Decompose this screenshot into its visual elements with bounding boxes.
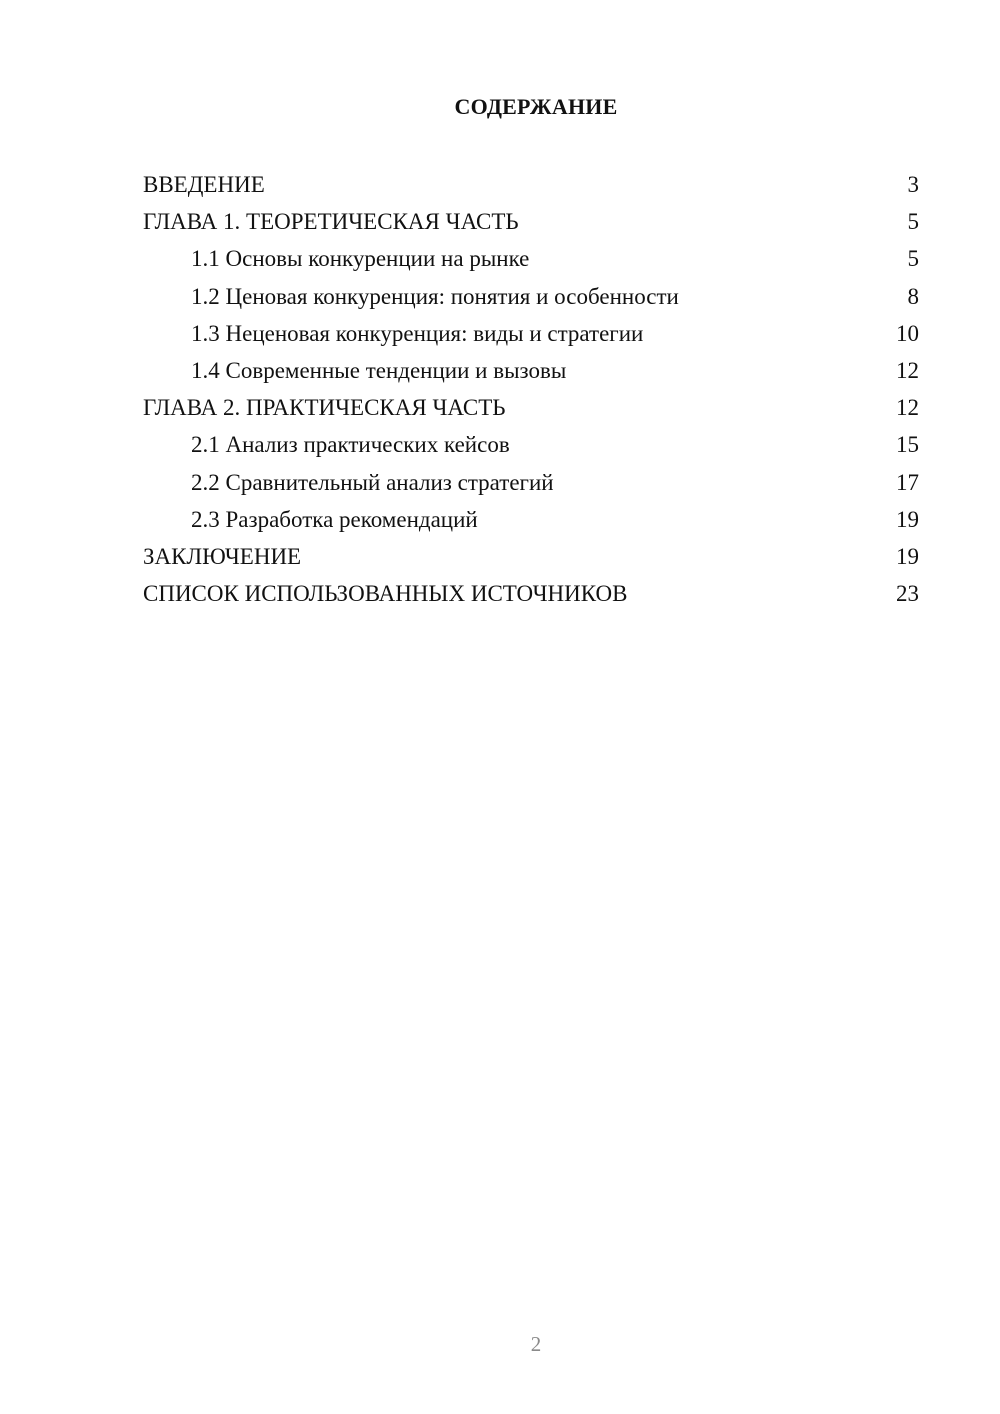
- toc-entry-chapter-1[interactable]: [143, 203, 919, 240]
- toc-entry-label: 2.2 Сравнительный анализ стратегий: [191, 469, 554, 495]
- toc-entry-label: 1.2 Ценовая конкуренция: понятия и особенности: [191, 283, 679, 309]
- toc-entry-section-2-2[interactable]: [143, 464, 919, 501]
- toc-entry-label: 1.1 Основы конкуренции на рынке: [191, 246, 530, 272]
- toc-entry-page: 17: [896, 469, 919, 495]
- toc-entry-page: 8: [907, 283, 919, 309]
- toc-entry-section-2-1[interactable]: [143, 426, 919, 463]
- toc-entry-page: 3: [907, 172, 919, 197]
- toc-entry-label: ГЛАВА 1. ТЕОРЕТИЧЕСКАЯ ЧАСТЬ: [143, 209, 519, 235]
- toc-entry-page: 12: [896, 357, 919, 383]
- table-of-contents: [143, 166, 919, 612]
- toc-entry-section-1-4[interactable]: [143, 352, 919, 389]
- toc-entry-introduction[interactable]: [143, 166, 919, 203]
- toc-entry-label: СПИСОК ИСПОЛЬЗОВАННЫХ ИСТОЧНИКОВ: [143, 581, 628, 607]
- toc-entry-label: ГЛАВА 2. ПРАКТИЧЕСКАЯ ЧАСТЬ: [143, 395, 506, 421]
- toc-entry-chapter-2[interactable]: [143, 389, 919, 426]
- toc-entry-page: 19: [896, 543, 919, 569]
- toc-entry-label: 2.3 Разработка рекомендаций: [191, 506, 478, 532]
- toc-entry-label: 1.3 Неценовая конкуренция: виды и стратегии: [191, 320, 644, 346]
- toc-entry-conclusion[interactable]: [143, 538, 919, 575]
- page-number: 2: [530, 1332, 542, 1356]
- toc-entry-section-1-1[interactable]: [143, 240, 919, 277]
- toc-entry-page: 10: [896, 320, 919, 346]
- toc-entry-label: 2.1 Анализ практических кейсов: [191, 432, 510, 458]
- toc-entry-label: 1.4 Современные тенденции и вызовы: [191, 357, 567, 383]
- toc-entry-references[interactable]: [143, 575, 919, 612]
- toc-entry-section-2-3[interactable]: [143, 501, 919, 538]
- toc-entry-label: ВВЕДЕНИЕ: [143, 172, 265, 197]
- toc-entry-page: 19: [896, 506, 919, 532]
- toc-entry-page: 5: [907, 209, 919, 235]
- toc-entry-section-1-2[interactable]: [143, 278, 919, 315]
- toc-entry-page: 15: [896, 432, 919, 458]
- toc-entry-label: ЗАКЛЮЧЕНИЕ: [143, 543, 302, 569]
- toc-entry-page: 5: [907, 246, 919, 272]
- toc-entry-page: 23: [896, 581, 919, 607]
- toc-entry-section-1-3[interactable]: [143, 315, 919, 352]
- page-title: СОДЕРЖАНИЕ: [454, 94, 618, 119]
- toc-entry-page: 12: [896, 395, 919, 421]
